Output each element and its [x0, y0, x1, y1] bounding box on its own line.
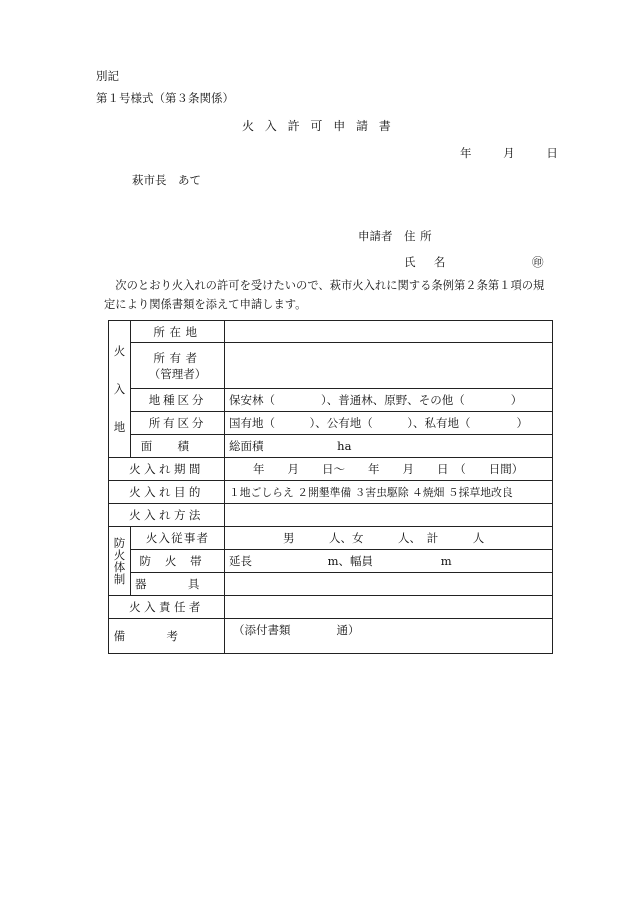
remarks-label: 備考	[109, 619, 225, 654]
table-row-period	[109, 458, 553, 481]
location-field[interactable]	[225, 321, 553, 343]
ownership-field[interactable]: 国有地（ ）、公有地（ ）、私有地（ ）	[225, 412, 553, 435]
method-field[interactable]	[225, 504, 553, 527]
equipment-field[interactable]	[225, 573, 553, 596]
firebreak-label: 防火帯	[131, 550, 225, 573]
fire-site-category: 火 入 地	[109, 321, 131, 458]
applicant-name-label: 氏名	[404, 255, 464, 269]
firebreak-length-label: 延長	[229, 554, 252, 568]
area-prefix: 総面積	[229, 439, 264, 453]
table-row-remarks	[109, 619, 553, 654]
table-row-owner	[109, 343, 553, 389]
location-label: 所在地	[131, 321, 225, 343]
month-label: 月	[503, 146, 515, 160]
table-row-location	[109, 321, 553, 343]
purpose-field[interactable]: １地ごしらえ ２開墾準備 ３害虫駆除 ４焼畑 ５採草地改良	[225, 481, 553, 504]
remarks-field[interactable]: （添付書類 通）	[225, 619, 553, 654]
staff-label: 火入従事者	[131, 527, 225, 550]
period-label: 火入れ期間	[109, 458, 225, 481]
owner-label: 所有者 （管理者）	[131, 343, 225, 389]
intro-text-line-2: 定により関係書類を添えて申請します。	[104, 298, 307, 311]
responsible-label: 火入責任者	[109, 596, 225, 619]
table-row-land-type	[109, 389, 553, 412]
method-label: 火入れ方法	[109, 504, 225, 527]
table-row-firebreak	[109, 550, 553, 573]
purpose-label: 火入れ目的	[109, 481, 225, 504]
staff-field[interactable]: 男 人、女 人、 計 人	[225, 527, 553, 550]
addressee: 萩市長 あて	[132, 173, 201, 187]
owner-field[interactable]	[225, 343, 553, 389]
area-label: 面積	[131, 435, 225, 458]
firebreak-width-label: m、幅員	[327, 554, 374, 568]
area-unit: ha	[337, 439, 352, 453]
firebreak-width-unit: m	[440, 554, 452, 568]
table-row-equipment	[109, 573, 553, 596]
table-row-ownership	[109, 412, 553, 435]
equipment-label: 器具	[131, 573, 225, 596]
period-field[interactable]: 年 月 日～ 年 月 日 （ 日間）	[225, 458, 553, 481]
responsible-field[interactable]	[225, 596, 553, 619]
ownership-label: 所有区分	[131, 412, 225, 435]
firebreak-field[interactable]	[225, 550, 553, 573]
area-field[interactable]	[225, 435, 553, 458]
table-row-method	[109, 504, 553, 527]
application-form-table	[108, 320, 553, 654]
table-row-staff	[109, 527, 553, 550]
intro-text-line-1: 次のとおり火入れの許可を受けたいので、萩市火入れに関する条例第２条第１項の規	[104, 279, 545, 292]
applicant-label: 申請者	[358, 229, 393, 243]
table-row-responsible	[109, 596, 553, 619]
day-label: 日	[546, 146, 558, 160]
seal-mark: ㊞	[532, 255, 544, 269]
form-number: 第１号様式（第３条関係）	[96, 91, 234, 105]
bekki-label: 別記	[96, 69, 119, 83]
date-line	[460, 145, 558, 161]
land-type-label: 地種区分	[131, 389, 225, 412]
table-row-purpose	[109, 481, 553, 504]
table-row-area	[109, 435, 553, 458]
applicant-address-label: 住所	[404, 229, 437, 243]
document-title: 火入許可申請書	[242, 119, 402, 133]
land-type-field[interactable]: 保安林（ ）、普通林、原野、その他（ ）	[225, 389, 553, 412]
fire-prevention-category: 防 火 体 制	[109, 527, 131, 596]
year-label: 年	[460, 146, 472, 160]
